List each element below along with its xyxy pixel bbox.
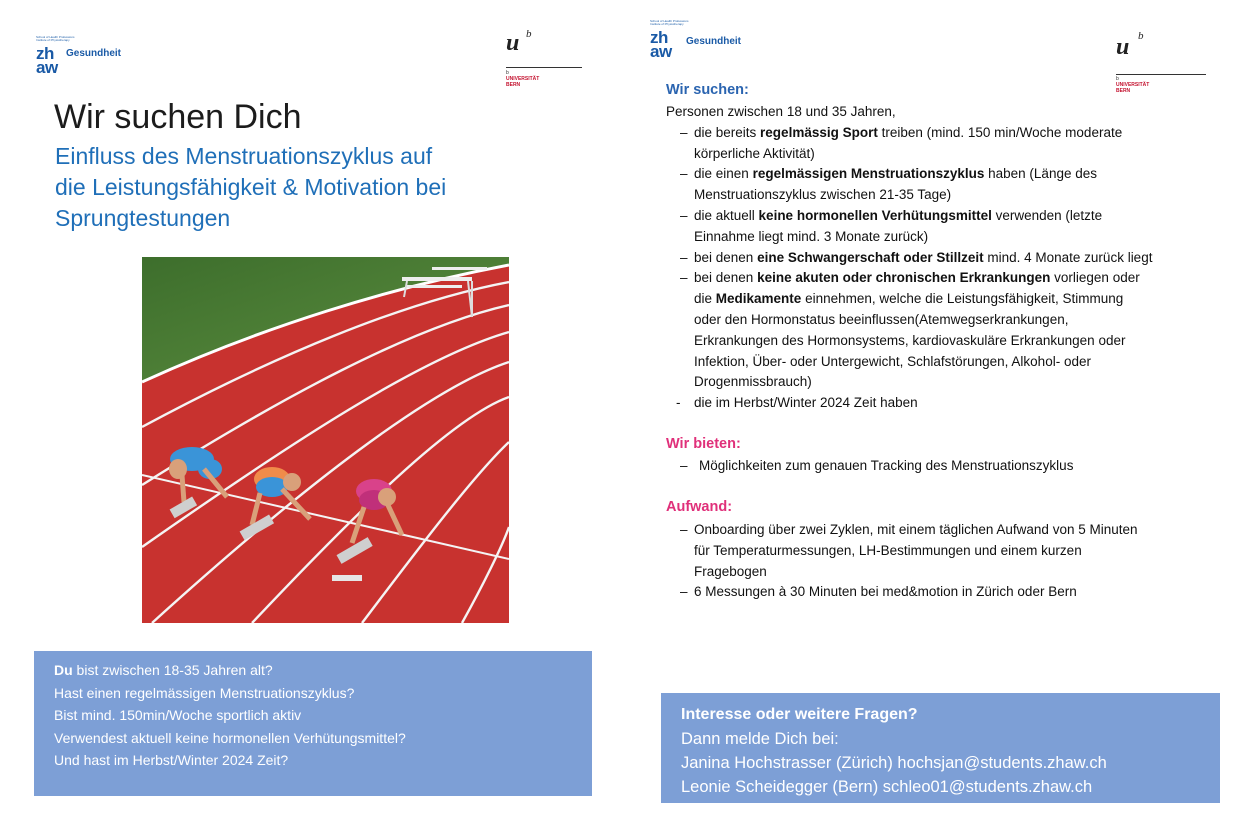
dash: – [680, 207, 688, 223]
unibe-b-right: b [1138, 30, 1144, 42]
contact-line-3: Leonie Scheidegger (Bern) schleo01@students.zhaw.ch [681, 778, 1093, 796]
item-bold: regelmässigen Menstruationszyklus [752, 166, 985, 182]
unibe-text-right [1116, 76, 1149, 94]
unibe-text-2: UNIVERSITÄT [506, 76, 540, 82]
unibe-text-right-1: b [1116, 76, 1119, 82]
item-text: die [694, 291, 716, 307]
item-bold: regelmässig Sport [760, 124, 878, 140]
aufwand-item-2 [666, 582, 1226, 603]
criteria-box [34, 651, 592, 796]
item-text: bei denen [694, 270, 758, 286]
unibe-logo-right [1116, 30, 1206, 100]
subtitle [55, 141, 446, 234]
item-bold: Medikamente [715, 291, 802, 307]
subtitle-line-2: die Leistungsfähigkeit & Motivation bei [55, 174, 447, 200]
dash: – [680, 249, 688, 265]
item-text: bei denen [694, 249, 758, 265]
item-text: für Temperaturmessungen, LH-Bestimmungen und einem kurzen [694, 542, 1082, 558]
item-text: Erkrankungen des Hormonsystems, kardiovaskuläre Erkrankungen oder [694, 332, 1126, 348]
dash: - [676, 395, 681, 411]
page-title: Wir suchen Dich [54, 98, 302, 136]
zhaw-small-text-right: School of Health Professions Institute of Physiotherapy [650, 19, 689, 26]
dash: – [680, 458, 688, 473]
unibe-b: b [526, 28, 532, 40]
item-text: Onboarding über zwei Zyklen, mit einem täglichen Aufwand von 5 Minuten [694, 522, 1138, 537]
item-bold: keine hormonellen Verhütungsmittel [758, 207, 992, 223]
item-bold: eine Schwangerschaft oder Stillzeit [757, 249, 984, 265]
contact-box [661, 693, 1220, 803]
wir-suchen-item-2 [666, 164, 1226, 206]
aufwand-list [666, 520, 1226, 603]
unibe-text-right-3: BERN [1116, 88, 1131, 94]
criteria-du: Du [54, 662, 73, 678]
item-text: treiben (mind. 150 min/Woche moderate [877, 124, 1123, 140]
dash: – [680, 584, 688, 600]
aufwand-item-1 [666, 520, 1226, 582]
wir-suchen-item-3 [666, 206, 1226, 248]
wir-suchen-list [666, 102, 1226, 414]
zhaw-mark-top-right: zh [650, 28, 668, 47]
item-text: körperliche Aktivität) [694, 145, 815, 161]
contact-heading: Interesse oder weitere Fragen? [681, 706, 918, 723]
wir-suchen-item-5 [666, 268, 1226, 393]
unibe-logo [506, 28, 582, 90]
wir-suchen-heading: Wir suchen: [666, 82, 749, 98]
unibe-rule [506, 67, 582, 68]
item-text: Möglichkeiten zum genauen Tracking des Menstruationszyklus [699, 458, 1074, 473]
item-text: haben (Länge des [984, 166, 1097, 182]
unibe-u-right: u [1116, 34, 1130, 60]
item-text: Drogenmissbrauch) [694, 374, 812, 390]
item-text: Fragebogen [694, 563, 767, 579]
item-text: Menstruationszyklus zwischen 21-35 Tage) [694, 187, 952, 203]
unibe-text-3: BERN [506, 82, 521, 88]
track-illustration [142, 257, 509, 623]
criteria-line-1-rest: bist zwischen 18-35 Jahren alt? [72, 662, 273, 678]
dash: – [680, 522, 688, 537]
criteria-line-2: Hast einen regelmässigen Menstruationszyklus? [54, 684, 355, 701]
contact-line-2: Janina Hochstrasser (Zürich) hochsjan@students.zhaw.ch [681, 754, 1107, 772]
item-text: oder den Hormonstatus beeinflussen(Atemwegserkrankungen, [694, 311, 1069, 327]
wir-bieten-heading: Wir bieten: [666, 436, 741, 452]
zhaw-small-text: School of Health Professions Institute of Physiotherapy [36, 35, 75, 42]
zhaw-mark-bottom-right: aw [650, 42, 672, 61]
right-page [628, 0, 1256, 836]
unibe-text-1: b [506, 70, 509, 76]
aufwand-heading: Aufwand: [666, 499, 733, 515]
subtitle-line-3: Sprungtestungen [55, 205, 231, 231]
item-text: die bereits [694, 124, 761, 140]
zhaw-wordmark-right: Gesundheit [686, 36, 742, 47]
item-text: die im Herbst/Winter 2024 Zeit haben [694, 395, 918, 411]
item-text: Einnahme liegt mind. 3 Monate zurück) [694, 228, 929, 244]
wir-suchen-item-6 [666, 393, 1226, 414]
unibe-u: u [506, 30, 520, 56]
criteria-line-1 [54, 659, 572, 682]
wir-bieten-item-1 [666, 456, 1226, 477]
wir-suchen-item-1 [666, 123, 1226, 165]
unibe-text [506, 70, 539, 88]
wir-bieten-list [666, 456, 1226, 477]
contact-line-1: Dann melde Dich bei: [681, 730, 839, 748]
criteria-line-3: Bist mind. 150min/Woche sportlich aktiv [54, 707, 302, 723]
item-text: 6 Messungen à 30 Minuten bei med&motion in Zürich oder Bern [694, 584, 1077, 600]
subtitle-line-1: Einfluss des Menstruationszyklus auf [55, 143, 433, 169]
criteria-line-5: Und hast im Herbst/Winter 2024 Zeit? [54, 752, 289, 768]
item-text: verwenden (letzte [991, 207, 1103, 223]
item-text: einnehmen, welche die Leistungsfähigkeit, Stimmung [801, 291, 1124, 307]
item-text: Infektion, Über- oder Untergewicht, Schlafstörungen, Alkohol- oder [694, 353, 1091, 369]
wir-suchen-item-4 [666, 248, 1226, 269]
dash: – [680, 124, 688, 140]
unibe-rule-right [1116, 74, 1206, 75]
zhaw-wordmark: Gesundheit [66, 48, 122, 59]
criteria-line-4: Verwendest aktuell keine hormonellen Verhütungsmittel? [54, 729, 406, 746]
wir-suchen-intro: Personen zwischen 18 und 35 Jahren, [666, 104, 896, 119]
sprinters-photo [142, 257, 509, 623]
item-bold: keine akuten oder chronischen Erkrankungen [757, 270, 1051, 286]
zhaw-mark-bottom: aw [36, 58, 58, 77]
dash: – [680, 270, 688, 286]
item-text: mind. 4 Monate zurück liegt [983, 249, 1153, 265]
item-text: vorliegen oder [1050, 270, 1140, 286]
item-text: die einen [694, 166, 753, 182]
dash: – [680, 166, 688, 182]
zhaw-mark-top: zh [36, 44, 54, 63]
item-text: die aktuell [694, 207, 759, 223]
unibe-text-right-2: UNIVERSITÄT [1116, 82, 1150, 88]
